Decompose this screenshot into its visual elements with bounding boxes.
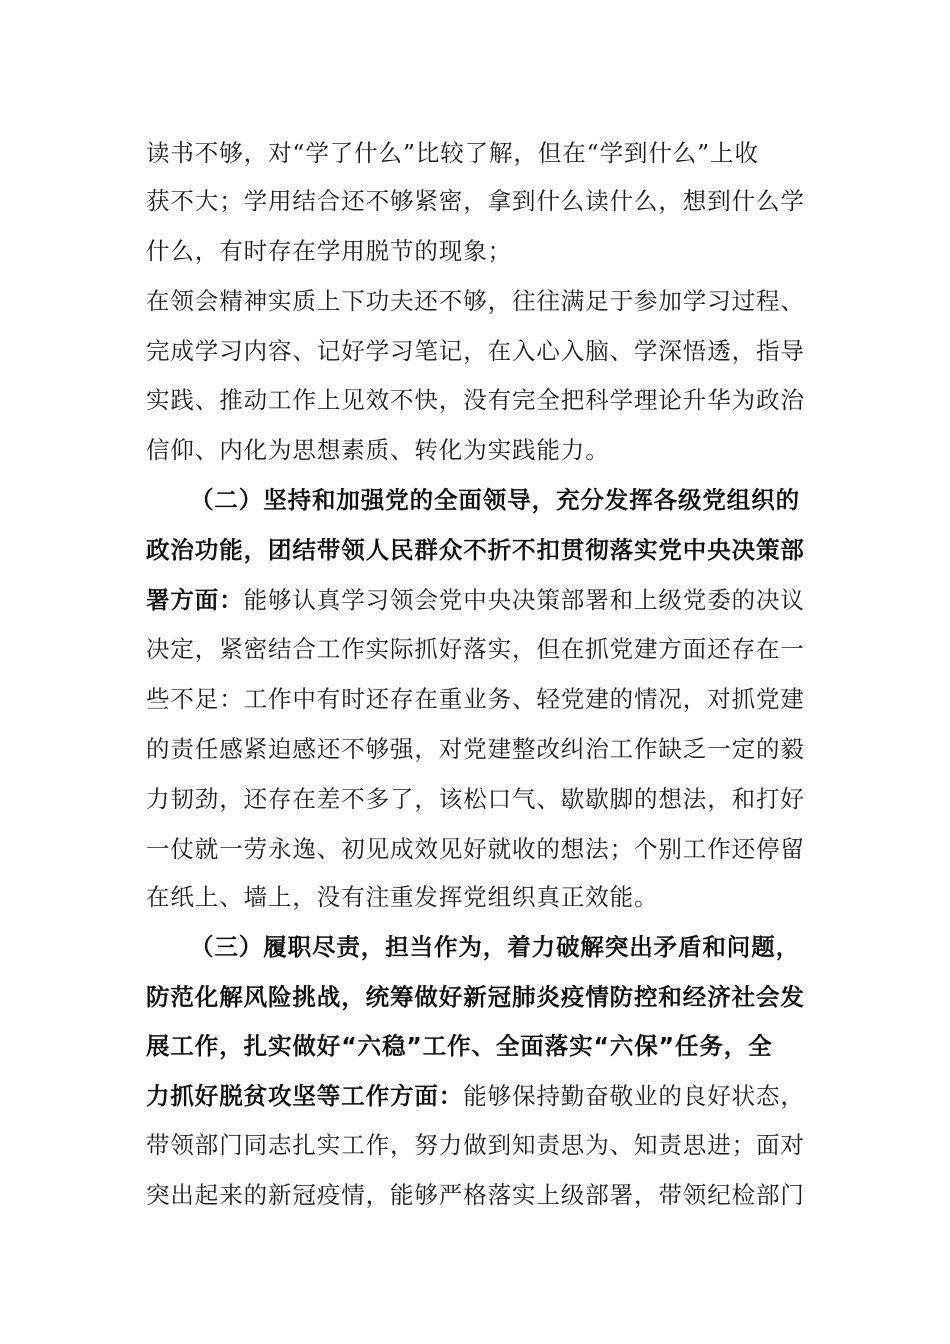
section-heading-line <box>190 480 816 520</box>
body-text: 能够认真学习领会党中央决策部署和上级党委的决议 <box>243 586 805 614</box>
body-line <box>146 181 816 221</box>
body-text: 的责任感紧迫感还不够强，对党建整改纠治工作缺乏一定的毅 <box>146 735 805 763</box>
section-heading-line <box>146 977 816 1017</box>
body-text: 什么，有时存在学用脱节的现象； <box>146 237 512 265</box>
body-line <box>146 779 816 819</box>
body-line <box>146 281 816 321</box>
body-text: 在纸上、墙上，没有注重发挥党组织真正效能。 <box>146 883 659 911</box>
body-text: 获不大；学用结合还不够紧密，拿到什么读什么，想到什么学 <box>146 187 805 215</box>
body-text: 突出起来的新冠疫情，能够严格落实上级部署，带领纪检部门 <box>146 1181 805 1209</box>
body-line <box>146 133 816 173</box>
section-heading-text: （三）履职尽责，担当作为，着力破解突出矛盾和问题， <box>190 933 800 961</box>
body-text: 能够保持勤奋敬业的良好状态， <box>463 1082 805 1110</box>
body-line <box>146 380 816 420</box>
body-line <box>146 829 816 869</box>
body-line <box>146 877 816 917</box>
body-text: 读书不够，对“学了什么”比较了解，但在“学到什么”上收 <box>146 139 759 167</box>
body-text: 实践、推动工作上见效不快，没有完全把科学理论升华为政治 <box>146 386 805 414</box>
body-line <box>146 430 816 470</box>
body-line <box>146 331 816 371</box>
body-text: 带领部门同志扎实工作，努力做到知责思为、知责思进；面对 <box>146 1131 805 1159</box>
body-text: 完成学习内容、记好学习笔记，在入心入脑、学深悟透，指导 <box>146 337 805 365</box>
body-text: 决定，紧密结合工作实际抓好落实，但在抓党建方面还存在一 <box>146 635 805 663</box>
section-heading-text: 力抓好脱贫攻坚等工作方面： <box>146 1082 464 1110</box>
section-heading-line <box>146 1026 816 1066</box>
body-line <box>146 1125 816 1165</box>
section-heading-text: 政治功能，团结带领人民群众不折不扣贯彻落实党中央决策部 <box>146 536 805 564</box>
section-heading-text: 署方面： <box>146 586 244 614</box>
section-heading-text: 展工作，扎实做好“六稳”工作、全面落实“六保”任务，全 <box>146 1032 773 1060</box>
body-line <box>146 1076 816 1116</box>
body-line <box>146 629 816 669</box>
section-heading-text: 防范化解风险挑战，统筹做好新冠肺炎疫情防控和经济社会发 <box>146 983 805 1011</box>
body-line <box>146 729 816 769</box>
body-text: 在领会精神实质上下功夫还不够，往往满足于参加学习过程、 <box>146 287 805 315</box>
body-text: 一仗就一劳永逸、初见成效见好就收的想法；个别工作还停留 <box>146 835 805 863</box>
body-text: 些不足：工作中有时还存在重业务、轻党建的情况，对抓党建 <box>146 685 805 713</box>
body-line <box>146 231 816 271</box>
body-line <box>146 1175 816 1215</box>
section-heading-text: （二）坚持和加强党的全面领导，充分发挥各级党组织的 <box>190 486 800 514</box>
section-heading-line <box>146 530 816 570</box>
body-line <box>146 580 816 620</box>
body-text: 力韧劲，还存在差不多了，该松口气、歇歇脚的想法，和打好 <box>146 785 805 813</box>
body-text: 信仰、内化为思想素质、转化为实践能力。 <box>146 436 610 464</box>
section-heading-line <box>190 927 816 967</box>
body-line <box>146 679 816 719</box>
